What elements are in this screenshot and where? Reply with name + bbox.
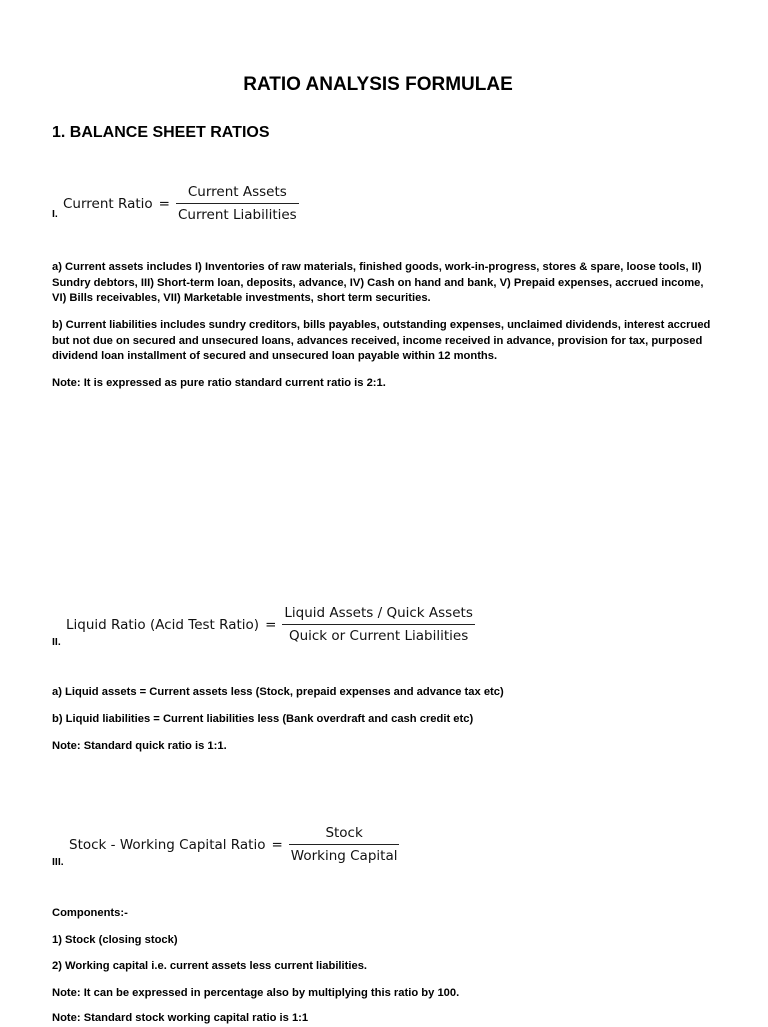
numerator: Current Assets <box>187 184 287 200</box>
fraction <box>282 605 474 644</box>
numerator: Stock <box>325 825 363 841</box>
denominator: Working Capital <box>290 848 398 864</box>
component-working-capital: 2) Working capital i.e. current assets less current liabilities. <box>52 960 368 972</box>
fraction <box>289 825 400 864</box>
equals-sign: = <box>158 195 170 212</box>
equals-sign: = <box>265 616 277 633</box>
section-heading: 1. BALANCE SHEET RATIOS <box>52 124 270 141</box>
formula-name: Current Ratio <box>63 195 153 212</box>
numerator: Liquid Assets / Quick Assets <box>284 605 473 621</box>
equals-sign: = <box>271 836 283 853</box>
formula-name: Liquid Ratio (Acid Test Ratio) <box>66 616 260 633</box>
current-ratio-note: Note: It is expressed as pure ratio standard current ratio is 2:1. <box>52 377 386 389</box>
component-stock: 1) Stock (closing stock) <box>52 934 178 946</box>
percentage-note: Note: It can be expressed in percentage also by multiplying this ratio by 100. <box>52 987 460 999</box>
quick-ratio-note: Note: Standard quick ratio is 1:1. <box>52 740 227 752</box>
fraction <box>176 184 299 223</box>
document-title: RATIO ANALYSIS FORMULAE <box>243 74 513 95</box>
standard-ratio-note: Note: Standard stock working capital ratio is 1:1 <box>52 1012 309 1024</box>
liquid-liabilities-paragraph: b) Liquid liabilities = Current liabilities less (Bank overdraft and cash credit etc) <box>52 713 474 725</box>
current-liabilities-paragraph: b) Current liabilities includes sundry creditors, bills payables, outstanding expenses, unclaimed dividends, interest accrued but not due on secured and unsecured loans, advances received, income received in advance, provision for tax, purposed dividend loan installment of secured and unsecured loan payable within 12 months. <box>52 319 711 362</box>
denominator: Quick or Current Liabilities <box>288 628 469 644</box>
ratio-2-numeral: II. <box>52 636 61 648</box>
stock-working-capital-formula <box>69 825 399 864</box>
formula-name: Stock - Working Capital Ratio <box>69 836 266 853</box>
current-assets-paragraph: a) Current assets includes I) Inventories of raw materials, finished goods, work-in-progress, stores & spare, loose tools, II) Sundry debtors, III) Short-term loan, deposits, advance, IV) Cash on hand and bank, V) Prepaid expenses, accrued income, VI) Bills receivables, VII) Marketable investments, short term securities. <box>52 261 704 304</box>
current-ratio-formula <box>63 184 299 223</box>
denominator: Current Liabilities <box>177 207 297 223</box>
ratio-1-numeral: I. <box>52 208 58 220</box>
liquid-ratio-formula <box>66 605 475 644</box>
liquid-assets-paragraph: a) Liquid assets = Current assets less (Stock, prepaid expenses and advance tax etc) <box>52 686 504 698</box>
ratio-3-numeral: III. <box>52 856 64 868</box>
components-heading: Components:- <box>52 907 128 919</box>
